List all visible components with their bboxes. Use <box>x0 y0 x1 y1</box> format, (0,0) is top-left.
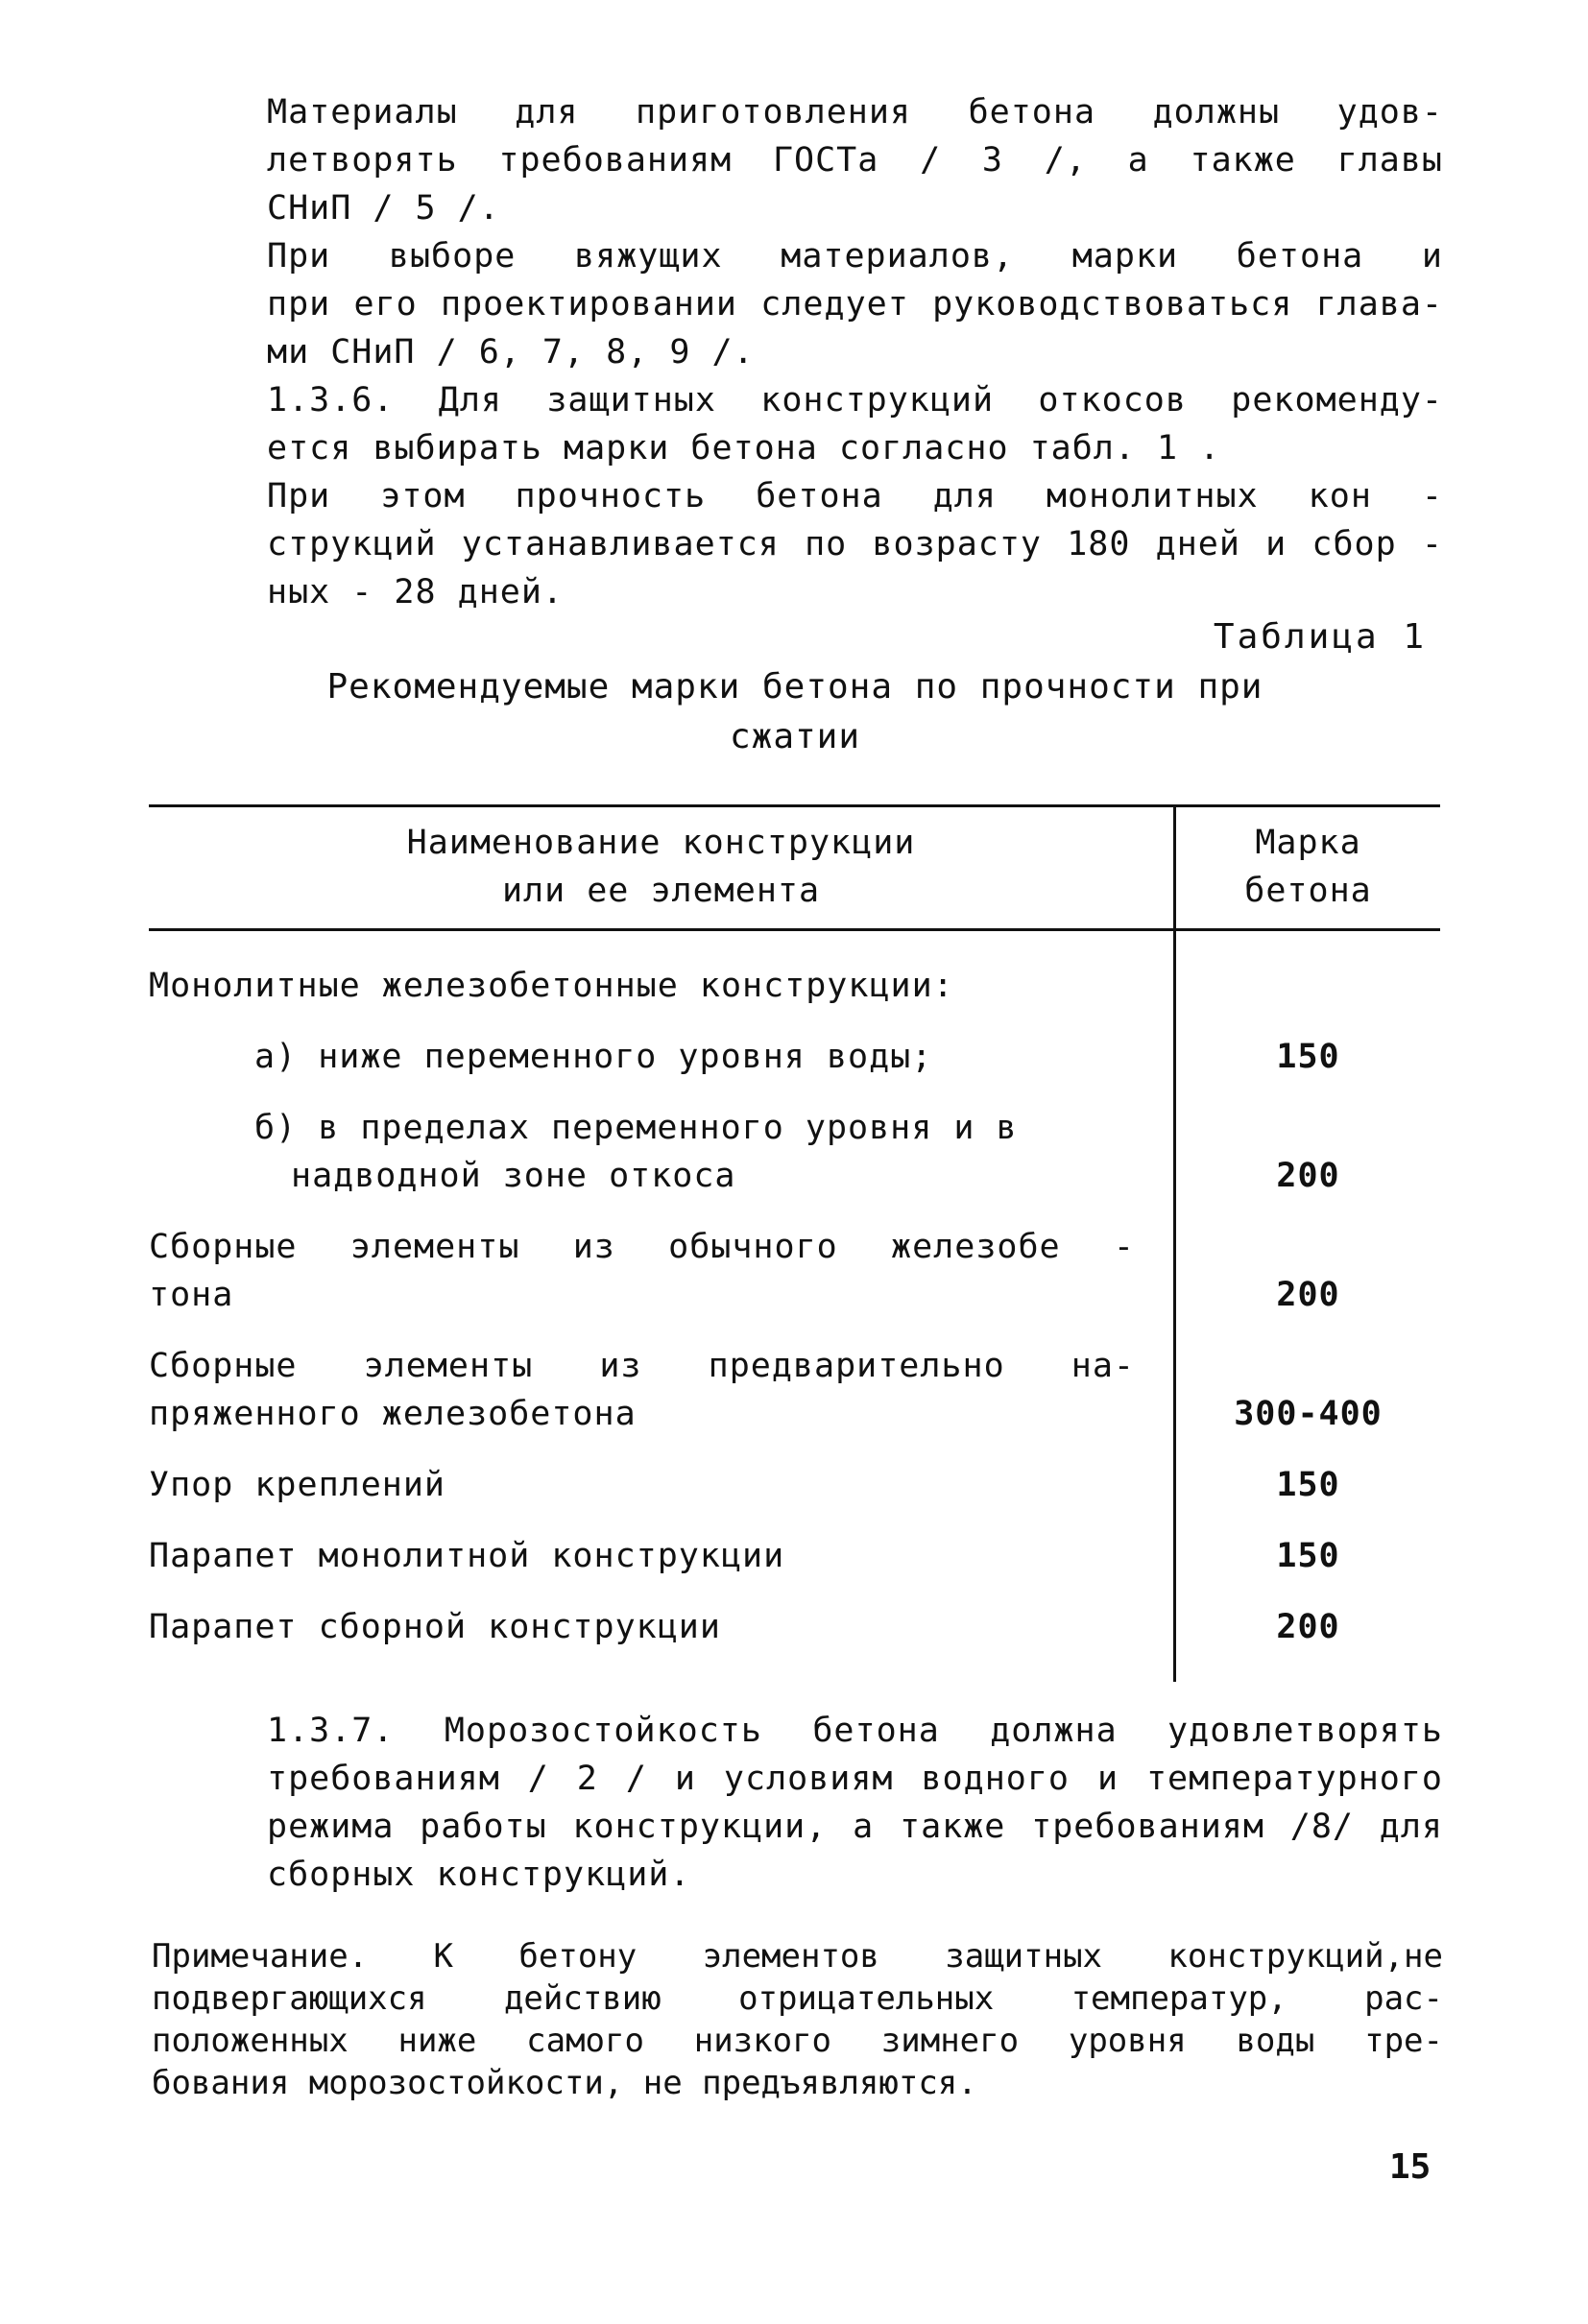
text-line: требованиям / 2 / и условиям водного и температурного <box>267 1760 1443 1798</box>
table-row <box>149 1330 1440 1450</box>
row-name: а) ниже переменного уровня воды; <box>149 1021 1175 1092</box>
table-row <box>149 1092 1440 1211</box>
text-line: подвергающихся действию отрицательных температур, рас- <box>152 1979 1443 2018</box>
row-value: 200 <box>1276 1276 1340 1314</box>
row-value: 200 <box>1276 1157 1340 1195</box>
table-label: Таблица 1 <box>1213 617 1427 657</box>
row-name: Парапет сборной конструкции <box>149 1592 1175 1682</box>
text-line: режима работы конструкции, а также требованиям /8/ для <box>267 1808 1443 1846</box>
page-number: 15 <box>1389 2147 1432 2187</box>
text-line: ных - 28 дней. <box>267 573 565 611</box>
note-paragraph <box>152 1935 1443 2104</box>
table-row <box>149 1211 1440 1330</box>
text-line: 1.3.6. Для защитных конструкций откосов рекоменду- <box>267 381 1443 419</box>
text-line: При этом прочность бетона для монолитных кон - <box>267 477 1443 515</box>
text-line: сборных конструкций. <box>267 1856 691 1894</box>
caption-line: сжатии <box>729 717 861 756</box>
text-line: бования морозостойкости, не предъявляются. <box>152 2064 977 2102</box>
row-value <box>1175 930 1441 1022</box>
header-concrete-grade: Марка бетона <box>1175 806 1441 930</box>
text-line: ми СНиП / 6, 7, 8, 9 /. <box>267 333 755 371</box>
row-name: Монолитные железобетонные конструкции: <box>149 930 1175 1022</box>
table-caption <box>152 662 1438 762</box>
row-value: 150 <box>1276 1038 1340 1076</box>
table-header-row <box>149 806 1440 930</box>
row-value: 150 <box>1276 1537 1340 1575</box>
concrete-grades-table <box>149 804 1440 1682</box>
header-construction-name: Наименование конструкции или ее элемента <box>149 806 1175 930</box>
table-row <box>149 1450 1440 1521</box>
row-name: Упор креплений <box>149 1450 1175 1521</box>
text-line: Примечание. К бетону элементов защитных конструкций,не <box>152 1937 1443 1976</box>
text-line: ется выбирать марки бетона согласно табл. 1 . <box>267 429 1221 467</box>
text-line: при его проектировании следует руководствоваться глава- <box>267 285 1443 323</box>
text-line: При выборе вяжущих материалов, марки бетона и <box>267 237 1443 276</box>
text-line: Материалы для приготовления бетона должны удов- <box>267 93 1443 132</box>
text-line: положенных ниже самого низкого зимнего уровня воды тре- <box>152 2022 1443 2060</box>
row-name: Сборные элементы из обычного железобе - тона <box>149 1211 1175 1330</box>
caption-line: Рекомендуемые марки бетона по прочности при <box>326 667 1263 707</box>
text-line: летворять требованиям ГОСТа / 3 /, а также главы <box>267 141 1443 180</box>
row-name: Парапет монолитной конструкции <box>149 1521 1175 1592</box>
paragraph-strength <box>152 472 1443 616</box>
paragraph-materials <box>152 88 1443 232</box>
text-line: СНиП / 5 /. <box>267 189 500 228</box>
text-line: 1.3.7. Морозостойкость бетона должна удовлетворять <box>267 1712 1443 1750</box>
paragraph-1-3-7 <box>152 1707 1443 1899</box>
row-value: 200 <box>1276 1608 1340 1646</box>
text-line: струкций устанавливается по возрасту 180 дней и сбор - <box>267 525 1443 563</box>
table-row <box>149 1592 1440 1682</box>
row-name: Сборные элементы из предварительно на- пряженного железобетона <box>149 1330 1175 1450</box>
table-row <box>149 1021 1440 1092</box>
row-value: 300-400 <box>1234 1395 1383 1433</box>
row-name: б) в пределах переменного уровня и в надводной зоне откоса <box>149 1092 1175 1211</box>
row-value: 150 <box>1276 1466 1340 1504</box>
table-row <box>149 1521 1440 1592</box>
table-row <box>149 930 1440 1022</box>
paragraph-binders <box>152 232 1443 376</box>
paragraph-1-3-6 <box>152 376 1443 472</box>
